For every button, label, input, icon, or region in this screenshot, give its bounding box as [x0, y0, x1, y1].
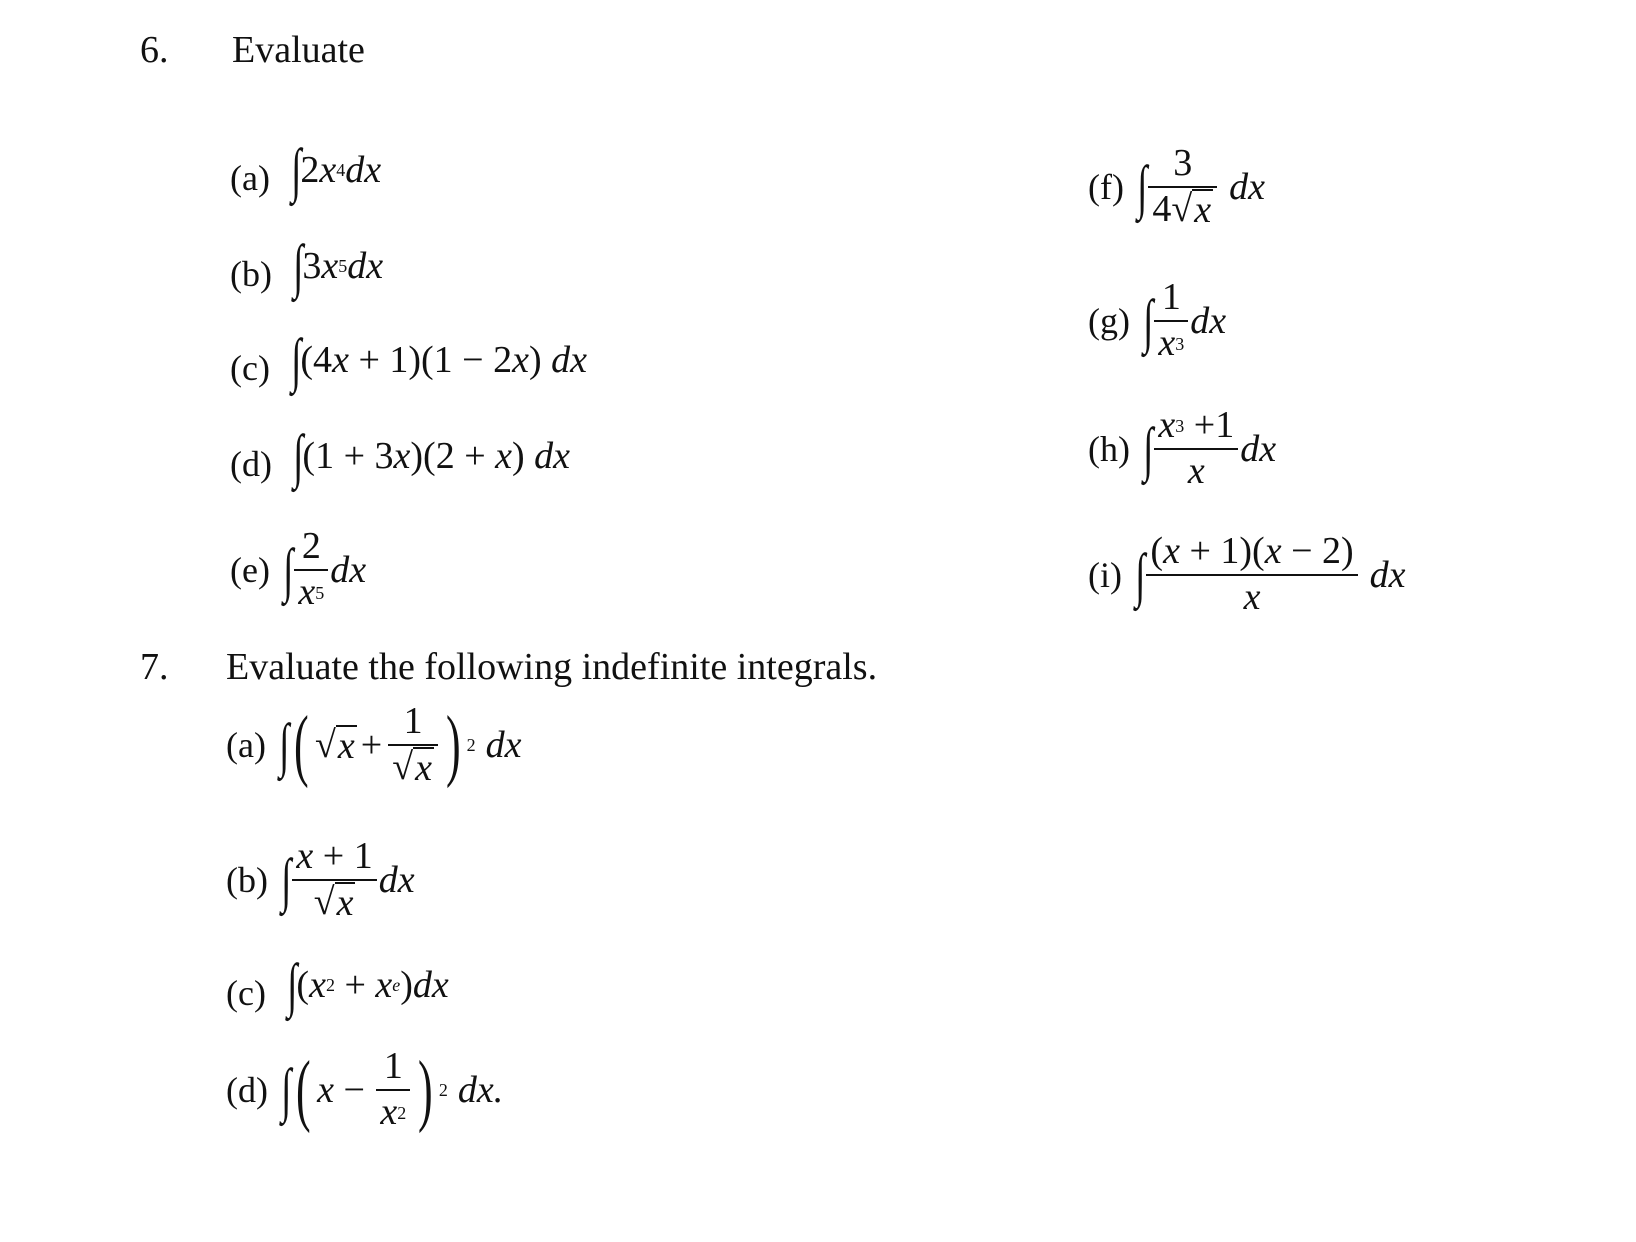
integral-expression: ∫ 2 x 4 dx — [291, 137, 382, 203]
fraction: 2 x 5 — [294, 525, 328, 614]
integral-expression: ∫ x + 1 √ x dx — [281, 835, 415, 925]
q6-item-b — [230, 233, 384, 299]
integral-sign-icon: ∫ — [281, 846, 292, 913]
sqrt-icon: √ — [392, 745, 414, 788]
integral-expression: ∫ 2 x 5 dx — [283, 525, 367, 613]
integral-sign-icon: ∫ — [293, 233, 304, 299]
q7-item-c — [226, 952, 449, 1018]
fraction: x 3 +1 x — [1154, 404, 1238, 493]
integral-sign-icon: ∫ — [1143, 415, 1154, 482]
q6-item-f — [1088, 142, 1265, 231]
item-label: (g) — [1088, 300, 1130, 341]
fraction: 1 x 2 — [376, 1045, 410, 1134]
integral-expression: ∫ 3 4 √ x dx — [1137, 142, 1266, 232]
item-label: (a) — [226, 724, 266, 765]
integral-expression: ∫ (4 x + 1)(1 − 2 x ) dx — [291, 327, 588, 393]
q6-heading: Evaluate — [232, 29, 365, 71]
item-label: (a) — [230, 158, 270, 198]
item-label: (e) — [230, 549, 270, 590]
item-label: (b) — [230, 254, 272, 294]
right-paren-icon: ) — [418, 1045, 433, 1134]
q6-item-h — [1088, 404, 1276, 493]
item-label: (c) — [230, 348, 270, 388]
left-paren-icon: ( — [294, 700, 310, 789]
integral-sign-icon: ∫ — [1143, 287, 1154, 354]
q6-item-a — [230, 137, 382, 203]
item-label: (i) — [1088, 554, 1122, 595]
integral-sign-icon: ∫ — [279, 711, 290, 778]
integral-sign-icon: ∫ — [291, 327, 302, 393]
fraction: 1 x 3 — [1154, 276, 1188, 365]
right-paren-icon: ) — [445, 700, 461, 789]
q7-item-b — [226, 835, 415, 924]
integral-expression: ∫ 1 x 3 dx — [1143, 276, 1227, 364]
q6-item-d — [230, 423, 571, 489]
integral-expression: ∫ ( x + 1)( x − 2) x dx — [1135, 530, 1406, 618]
fraction: x + 1 √ x — [292, 835, 376, 924]
integral-expression: ∫ (1 + 3 x )(2 + x ) dx — [293, 423, 571, 489]
integral-sign-icon: ∫ — [283, 536, 294, 603]
integral-expression: ∫ ( x 2 + x e ) dx — [287, 952, 449, 1018]
q6-item-e — [230, 525, 366, 614]
fraction: 1 √ x — [388, 700, 438, 789]
integral-expression: ∫ ( x − 1 x 2 ) 2 dx. — [281, 1045, 504, 1134]
integral-sign-icon: ∫ — [1135, 541, 1146, 608]
left-paren-icon: ( — [296, 1045, 312, 1134]
integral-sign-icon: ∫ — [291, 137, 302, 203]
q6-number: 6. — [140, 29, 169, 71]
q6-item-g — [1088, 276, 1226, 365]
sqrt-icon: √ — [1171, 187, 1193, 230]
q6-item-i — [1088, 530, 1406, 619]
integral-sign-icon: ∫ — [287, 952, 298, 1018]
integral-sign-icon: ∫ — [281, 1056, 292, 1123]
item-label: (c) — [226, 973, 266, 1013]
sqrt-icon: √ — [315, 723, 336, 766]
q7-item-a — [226, 700, 521, 789]
q6-item-c — [230, 327, 588, 393]
q7-number: 7. — [140, 646, 169, 688]
q7-heading: Evaluate the following indefinite integrals. — [226, 646, 878, 688]
integral-expression: ∫ 3 x 5 dx — [293, 233, 384, 299]
sqrt-icon: √ — [313, 880, 335, 923]
fraction: 3 4 √ x — [1148, 142, 1217, 231]
integral-expression: ∫ ( √ x + 1 √ x ) 2 dx — [279, 700, 522, 790]
item-label: (d) — [226, 1069, 268, 1110]
integral-expression: ∫ x 3 +1 x dx — [1143, 404, 1277, 492]
integral-sign-icon: ∫ — [1137, 153, 1148, 220]
integral-sign-icon: ∫ — [293, 423, 304, 489]
item-label: (b) — [226, 859, 268, 900]
item-label: (d) — [230, 444, 272, 484]
item-label: (h) — [1088, 428, 1130, 469]
item-label: (f) — [1088, 166, 1124, 207]
q7-item-d — [226, 1045, 503, 1134]
fraction: ( x + 1)( x − 2) x — [1146, 530, 1357, 619]
